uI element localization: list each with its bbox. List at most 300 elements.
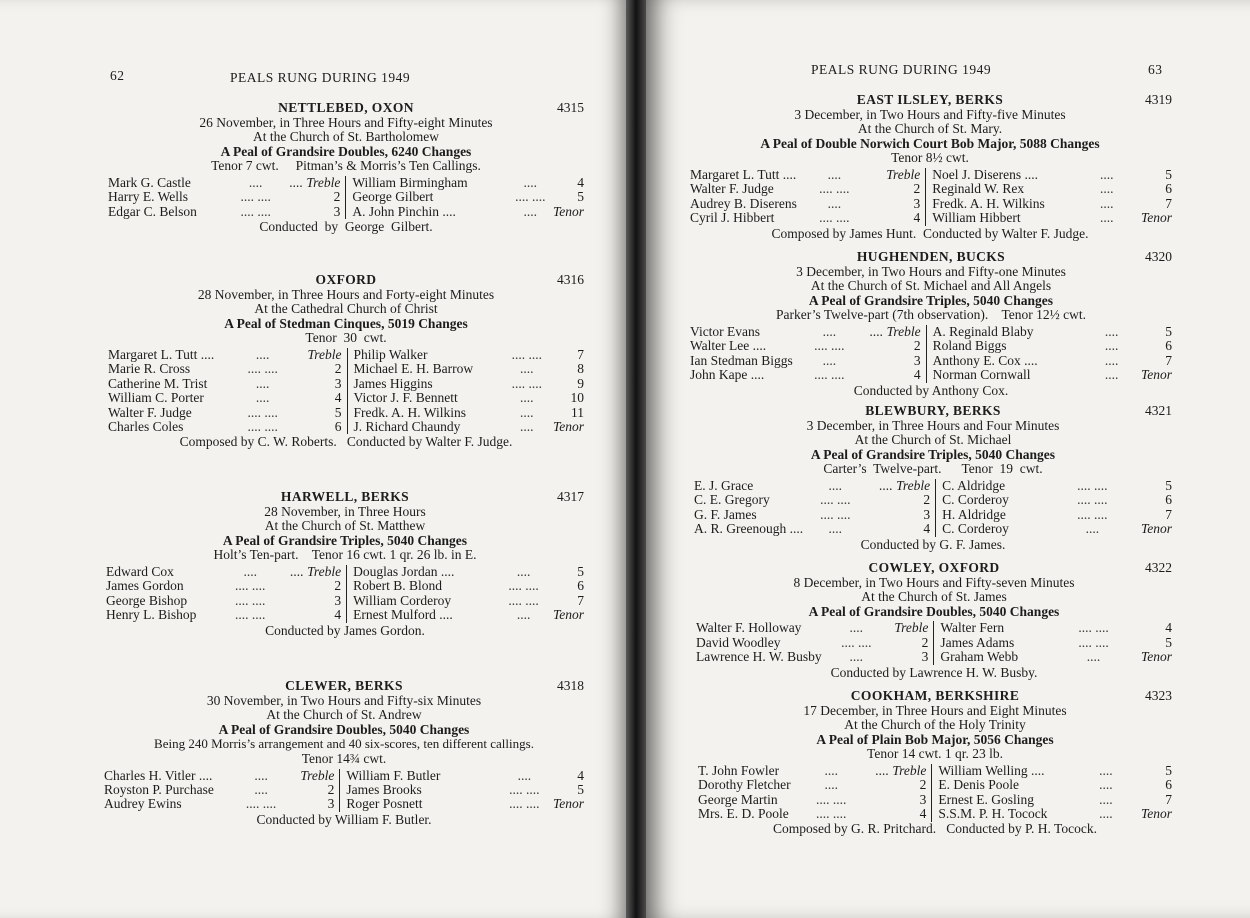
peal-number: 4321 — [1145, 403, 1172, 418]
ringer-name: James Adams — [934, 636, 1055, 650]
peal-date: 8 December, in Two Hours and Fifty-seven Minutes — [793, 574, 1075, 590]
leader-dots: .... — [1104, 367, 1119, 383]
leader-dots: .... .... — [819, 181, 850, 197]
peal-entry — [696, 561, 1172, 680]
leader-dots: .... .... — [1077, 492, 1108, 508]
book-gutter — [626, 0, 646, 918]
band-row — [698, 793, 1172, 807]
bell-number: Treble — [894, 620, 929, 636]
ringer-name: Walter Fern — [934, 621, 1055, 635]
peal-entry — [690, 250, 1172, 398]
bell-number: .... Treble — [290, 563, 342, 579]
band-row — [108, 420, 584, 434]
bell-number: 2 — [327, 781, 335, 797]
peal-place: EAST ILSLEY, BERKS — [856, 92, 1004, 107]
ringer-name: Dorothy Fletcher — [698, 777, 791, 793]
band-table — [698, 764, 1172, 822]
ringer-name: Audrey Ewins — [104, 796, 182, 812]
leader-dots: .... — [243, 563, 257, 579]
peal-title: A Peal of Double Norwich Court Bob Major, 5088 Changes — [760, 135, 1100, 151]
ringer-name: Roland Biggs — [926, 339, 1091, 353]
band-row — [104, 797, 584, 811]
peal-place: CLEWER, BERKS — [285, 678, 403, 693]
bell-number: 5 — [577, 189, 584, 205]
leader-dots: .... — [822, 323, 837, 339]
page-number: 62 — [110, 68, 125, 83]
peal-place: OXFORD — [315, 272, 377, 287]
peal-number: 4319 — [1145, 92, 1172, 107]
ringer-name: John Kape .... — [690, 367, 765, 383]
peal-number: 4320 — [1145, 249, 1172, 264]
peal-church: At the Church of St. Bartholomew — [253, 129, 439, 145]
leader-dots: .... .... — [1077, 506, 1108, 522]
bell-number: 9 — [577, 375, 584, 391]
ringer-name: Edgar C. Belson — [108, 203, 197, 219]
bell-number: 7 — [1165, 506, 1172, 522]
leader-dots: .... .... — [235, 578, 266, 594]
ringer-name: Audrey B. Diserens — [690, 195, 797, 211]
peal-footer: Composed by G. R. Pritchard. Conducted by P. H. Tocock. — [773, 820, 1097, 836]
band-row — [694, 508, 1172, 522]
ringer-name: Anthony E. Cox .... — [926, 354, 1091, 368]
leader-dots: .... .... — [1077, 477, 1108, 493]
leader-dots: .... — [827, 166, 842, 182]
peal-tenor: Tenor 8½ cwt. — [891, 150, 969, 166]
leader-dots: .... .... — [240, 189, 271, 205]
ringer-name: Charles Coles — [108, 419, 184, 434]
band-row — [108, 176, 584, 190]
band-row — [698, 764, 1172, 778]
peal-title: A Peal of Grandsire Triples, 5040 Changes — [222, 532, 468, 548]
peal-footer: Conducted by James Gordon. — [265, 622, 425, 638]
bell-number: 4 — [923, 521, 931, 537]
bell-number: Tenor — [552, 796, 584, 812]
bell-number: 3 — [334, 375, 342, 391]
leader-dots: .... .... — [511, 375, 542, 391]
leader-dots: .... — [248, 174, 263, 190]
bell-number: 7 — [1165, 791, 1172, 807]
leader-dots: .... — [827, 195, 842, 211]
peal-footer: Conducted by G. F. James. — [860, 536, 1006, 552]
bell-number: Tenor — [552, 203, 584, 219]
bell-number: 3 — [913, 195, 921, 211]
band-row — [108, 190, 584, 204]
bell-number: 5 — [577, 563, 584, 579]
band-row — [104, 769, 584, 783]
band-row — [690, 197, 1172, 211]
leader-dots: .... .... — [816, 806, 847, 822]
band-table — [108, 176, 584, 219]
ringer-name: Walter F. Judge — [690, 181, 774, 197]
leader-dots: .... — [1099, 181, 1114, 197]
bell-number: 5 — [1165, 166, 1172, 182]
ringer-name: Walter Lee .... — [690, 338, 767, 354]
ringer-name: George Gilbert — [346, 190, 511, 204]
leader-dots: .... — [824, 777, 838, 793]
ringer-name: T. John Fowler — [698, 762, 780, 778]
leader-dots: .... .... — [509, 796, 540, 812]
bell-number: Treble — [886, 166, 921, 182]
band-table — [694, 479, 1172, 537]
peal-date: 28 November, in Three Hours and Forty-eight Minutes — [197, 286, 495, 302]
leader-dots: .... .... — [515, 189, 546, 205]
band-row — [690, 211, 1172, 225]
bell-number: 7 — [577, 592, 584, 608]
ringer-name: Cyril J. Hibbert — [690, 210, 775, 226]
leader-dots: .... .... — [235, 592, 266, 608]
bell-number: 6 — [1165, 492, 1172, 508]
bell-number: 3 — [327, 796, 335, 812]
leader-dots: .... — [255, 390, 270, 406]
leader-dots: .... — [523, 203, 538, 219]
ringer-name: Ernest Mulford .... — [347, 608, 501, 622]
bell-number: 7 — [1165, 195, 1172, 211]
peal-place: COWLEY, OXFORD — [868, 560, 1000, 575]
peal-entry — [694, 404, 1172, 552]
ringer-name: William C. Porter — [108, 390, 204, 406]
bell-number: 5 — [1165, 477, 1172, 493]
peal-date: 30 November, in Two Hours and Fifty-six Minutes — [206, 692, 482, 708]
peal-tenor: Holt’s Ten-part. Tenor 16 cwt. 1 qr. 26 lb. in E. — [213, 547, 477, 563]
peal-title: A Peal of Grandsire Triples, 5040 Changes — [810, 446, 1056, 462]
bell-number: 3 — [923, 506, 931, 522]
bell-number: 6 — [1165, 777, 1172, 793]
peal-place: COOKHAM, BERKSHIRE — [850, 688, 1020, 703]
bell-number: 5 — [1165, 323, 1172, 339]
leader-dots: .... — [828, 477, 843, 493]
bell-number: 4 — [334, 390, 342, 406]
band-table — [696, 621, 1172, 664]
leader-dots: .... .... — [245, 796, 277, 812]
band-row — [106, 565, 584, 579]
peal-entry — [106, 490, 584, 638]
peal-tenor: Tenor 30 cwt. — [305, 330, 387, 346]
page-number: 63 — [1148, 62, 1163, 77]
bell-number: 6 — [1165, 338, 1172, 354]
leader-dots: .... .... — [816, 791, 847, 807]
ringer-name: Norman Cornwall — [926, 368, 1091, 382]
peal-entry — [108, 101, 584, 235]
bell-number: Tenor — [1140, 649, 1172, 665]
leader-dots: .... — [1085, 521, 1100, 537]
peal-tenor: Tenor 7 cwt. Pitman’s & Morris’s Ten Callings. — [211, 158, 481, 174]
band-table — [104, 769, 584, 812]
leader-dots: .... .... — [509, 781, 540, 797]
leader-dots: .... — [1099, 166, 1114, 182]
leader-dots: .... — [254, 767, 268, 783]
leader-dots: .... .... — [240, 203, 271, 219]
bell-number: 10 — [570, 390, 584, 406]
band-row — [694, 522, 1172, 536]
band-row — [106, 608, 584, 622]
band-row — [108, 406, 584, 420]
bell-number: .... Treble — [879, 477, 931, 493]
leader-dots: .... .... — [820, 506, 851, 522]
leader-dots: .... .... — [819, 210, 850, 226]
leader-dots: .... — [822, 352, 837, 368]
ringer-name: James Brooks — [340, 783, 499, 797]
ringer-name: William F. Butler — [340, 769, 499, 783]
peal-entry — [104, 679, 584, 827]
leader-dots: .... .... — [1078, 620, 1109, 636]
peal-tenor: Parker’s Twelve-part (7th observation). Tenor 12½ cwt. — [775, 307, 1087, 323]
ringer-name: Noel J. Diserens .... — [926, 168, 1081, 182]
ringer-name: Walter F. Judge — [108, 404, 192, 420]
ringer-name: Ernest E. Gosling — [932, 793, 1080, 807]
ringer-name: S.S.M. P. H. Tocock — [932, 807, 1080, 821]
ringer-name: Catherine M. Trist — [108, 375, 208, 391]
leader-dots: .... .... — [508, 578, 539, 594]
ringer-name: Margaret L. Tutt .... — [690, 166, 797, 182]
band-row — [690, 325, 1172, 339]
band-row — [696, 636, 1172, 650]
ringer-name: H. Aldridge — [936, 508, 1051, 522]
bell-number: 6 — [334, 419, 342, 434]
ringer-name: William Corderoy — [347, 594, 501, 608]
ringer-name: George Martin — [698, 791, 778, 807]
ringer-name: C. Aldridge — [936, 479, 1051, 493]
bell-number: 2 — [913, 338, 921, 354]
peal-footer: Conducted by Anthony Cox. — [853, 382, 1009, 398]
bell-number: 4 — [1165, 620, 1172, 636]
leader-dots: .... — [1099, 806, 1113, 822]
right-page — [646, 0, 1250, 918]
leader-dots: .... — [517, 767, 532, 783]
bell-number: 3 — [921, 649, 929, 665]
leader-dots: .... .... — [511, 346, 542, 362]
bell-number: Tenor — [552, 607, 584, 623]
ringer-name: Victor Evans — [690, 323, 761, 339]
leader-dots: .... — [1086, 649, 1101, 665]
ringer-name: Robert B. Blond — [347, 579, 501, 593]
ringer-name: G. F. James — [694, 506, 757, 522]
leader-dots: .... .... — [247, 419, 278, 434]
peal-date: 3 December, in Three Hours and Four Minutes — [806, 417, 1060, 433]
band-table — [690, 325, 1172, 383]
leader-dots: .... — [255, 375, 270, 391]
leader-dots: .... .... — [841, 634, 872, 650]
leader-dots: .... — [516, 607, 531, 623]
ringer-name: Philip Walker — [347, 348, 503, 362]
leader-dots: .... .... — [247, 361, 278, 377]
band-row — [694, 479, 1172, 493]
band-table — [106, 565, 584, 623]
bell-number: 2 — [334, 578, 342, 594]
leader-dots: .... — [520, 404, 534, 420]
ringer-name: James Higgins — [347, 377, 503, 391]
peal-church: At the Church of St. James — [861, 589, 1007, 605]
ringer-name: Victor J. F. Bennett — [347, 391, 503, 405]
ringer-name: Lawrence H. W. Busby — [696, 649, 822, 665]
band-row — [104, 783, 584, 797]
peal-place: HUGHENDEN, BUCKS — [856, 249, 1006, 264]
band-row — [696, 621, 1172, 635]
bell-number: 5 — [577, 781, 584, 797]
ringer-name: C. Corderoy — [936, 522, 1051, 536]
bell-number: 4 — [577, 767, 584, 783]
ringer-name: Mrs. E. D. Poole — [698, 806, 789, 822]
leader-dots: .... .... — [1078, 634, 1109, 650]
ringer-name: Roger Posnett — [340, 797, 499, 811]
bell-number: Treble — [300, 767, 335, 783]
ringer-name: C. Corderoy — [936, 493, 1051, 507]
peal-footer: Conducted by William F. Butler. — [256, 811, 432, 827]
bell-number: Treble — [307, 346, 342, 362]
peal-tenor: Tenor 14 cwt. 1 qr. 23 lb. — [867, 746, 1003, 762]
band-row — [108, 348, 584, 362]
leader-dots: .... — [520, 390, 534, 406]
band-row — [108, 377, 584, 391]
leader-dots: .... .... — [235, 607, 266, 623]
peal-number: 4318 — [557, 678, 584, 693]
peal-number: 4322 — [1145, 560, 1172, 575]
bell-number: 7 — [577, 346, 584, 362]
peal-church: At the Church of St. Michael — [854, 432, 1012, 448]
ringer-name: Mark G. Castle — [108, 174, 191, 190]
ringer-name: Reginald W. Rex — [926, 182, 1081, 196]
leader-dots: .... .... — [814, 338, 845, 354]
bell-number: 8 — [577, 361, 584, 377]
band-table — [108, 348, 584, 434]
band-row — [106, 579, 584, 593]
peal-date: 28 November, in Three Hours — [264, 503, 426, 519]
peal-number: 4315 — [557, 100, 584, 115]
bell-number: 11 — [571, 404, 584, 420]
ringer-name: A. R. Greenough .... — [694, 521, 804, 537]
peal-church: At the Church of St. Matthew — [264, 518, 426, 534]
bell-number: 4 — [577, 174, 584, 190]
peal-church: At the Church of the Holy Trinity — [844, 717, 1026, 733]
bell-number: 3 — [333, 203, 341, 219]
leader-dots: .... .... — [814, 367, 845, 383]
bell-number: 2 — [923, 492, 931, 508]
ringer-name: A. John Pinchin .... — [346, 205, 511, 219]
leader-dots: .... — [1099, 791, 1113, 807]
leader-dots: .... — [523, 174, 538, 190]
ringer-name: E. Denis Poole — [932, 778, 1080, 792]
peal-number: 4316 — [557, 272, 584, 287]
band-row — [696, 650, 1172, 664]
ringer-name: Ian Stedman Biggs — [690, 352, 793, 368]
peal-footer: Composed by C. W. Roberts. Conducted by Walter F. Judge. — [179, 434, 513, 450]
peal-number: 4317 — [557, 489, 584, 504]
band-row — [690, 368, 1172, 382]
leader-dots: .... — [824, 762, 838, 778]
band-row — [690, 168, 1172, 182]
peal-title: A Peal of Grandsire Doubles, 6240 Changes — [220, 143, 472, 159]
peal-place: BLEWBURY, BERKS — [865, 403, 1001, 418]
peal-date: 3 December, in Two Hours and Fifty-one Minutes — [796, 263, 1066, 279]
band-row — [690, 354, 1172, 368]
peal-tenor: Tenor 14¾ cwt. — [301, 750, 387, 766]
bell-number: 2 — [334, 361, 342, 377]
running-title: PEALS RUNG DURING 1949 — [230, 70, 411, 85]
leader-dots: .... — [1099, 195, 1114, 211]
ringer-name: Douglas Jordan .... — [347, 565, 501, 579]
peal-footer: Conducted by George Gilbert. — [259, 219, 433, 235]
peal-date: 26 November, in Three Hours and Fifty-eight Minutes — [199, 114, 493, 130]
ringer-name: Fredk. A. H. Wilkins — [347, 406, 503, 420]
bell-number: 4 — [913, 210, 921, 226]
peal-number: 4323 — [1145, 688, 1172, 703]
bell-number: 2 — [333, 189, 341, 205]
leader-dots: .... — [520, 419, 534, 434]
bell-number: 2 — [919, 777, 927, 793]
ringer-name: Marie R. Cross — [108, 361, 191, 377]
bell-number: 3 — [334, 592, 342, 608]
peal-title: A Peal of Grandsire Triples, 5040 Changes — [808, 292, 1054, 308]
ringer-name: David Woodley — [696, 634, 781, 650]
leader-dots: .... .... — [820, 492, 851, 508]
bell-number: 5 — [1165, 634, 1172, 650]
peal-church: At the Church of St. Andrew — [266, 707, 422, 723]
bell-number: 5 — [1165, 762, 1172, 778]
ringer-name: William Birmingham — [346, 176, 511, 190]
ringer-name: E. J. Grace — [694, 477, 754, 493]
peal-title: A Peal of Grandsire Doubles, 5040 Changes — [808, 603, 1060, 619]
band-row — [698, 778, 1172, 792]
bell-number: Tenor — [1140, 210, 1172, 226]
ringer-name: James Gordon — [106, 578, 184, 594]
bell-number: 6 — [577, 578, 584, 594]
ringer-name: Fredk. A. H. Wilkins — [926, 197, 1081, 211]
band-row — [106, 594, 584, 608]
peal-date: 17 December, in Three Hours and Eight Minutes — [803, 702, 1067, 718]
peal-church: At the Church of St. Mary. — [857, 121, 1003, 137]
band-row — [694, 493, 1172, 507]
ringer-name: William Welling .... — [932, 764, 1080, 778]
running-title: PEALS RUNG DURING 1949 — [811, 62, 992, 77]
leader-dots: .... — [255, 346, 270, 362]
bell-number: Tenor — [1140, 521, 1172, 537]
ringer-name: Charles H. Vitler .... — [104, 767, 213, 783]
ringer-name: C. E. Gregory — [694, 492, 770, 508]
leader-dots: .... — [1104, 338, 1119, 354]
peal-arrangement: Being 240 Morris’s arrangement and 40 six-scores, ten different callings. — [154, 736, 534, 752]
peal-church: At the Church of St. Michael and All Angels — [810, 278, 1052, 294]
band-row — [108, 205, 584, 219]
leader-dots: .... — [520, 361, 534, 377]
peal-title: A Peal of Stedman Cinques, 5019 Changes — [224, 315, 468, 331]
bell-number: .... Treble — [869, 323, 921, 339]
bell-number: 2 — [913, 181, 921, 197]
ringer-name: Graham Webb — [934, 650, 1055, 664]
leader-dots: .... — [849, 649, 864, 665]
ringer-name: Margaret L. Tutt .... — [108, 346, 215, 362]
ringer-name: Harry E. Wells — [108, 189, 189, 205]
bell-number: .... Treble — [875, 762, 927, 778]
ringer-name: George Bishop — [106, 592, 188, 608]
leader-dots: .... — [1099, 777, 1113, 793]
bell-number: Tenor — [1140, 367, 1172, 383]
band-row — [690, 339, 1172, 353]
peal-place: HARWELL, BERKS — [280, 489, 410, 504]
bell-number: 7 — [1165, 352, 1172, 368]
band-row — [698, 807, 1172, 821]
leader-dots: .... — [1104, 352, 1119, 368]
ringer-name: Michael E. H. Barrow — [347, 362, 503, 376]
bell-number: 4 — [913, 367, 921, 383]
leader-dots: .... — [254, 781, 268, 797]
leader-dots: .... — [849, 620, 864, 636]
leader-dots: .... — [516, 563, 531, 579]
peal-entry — [698, 689, 1172, 836]
bell-number: 3 — [913, 352, 921, 368]
peal-place: NETTLEBED, OXON — [278, 100, 414, 115]
bell-number: 3 — [919, 791, 927, 807]
bell-number: 4 — [919, 806, 927, 822]
bell-number: 6 — [1165, 181, 1172, 197]
